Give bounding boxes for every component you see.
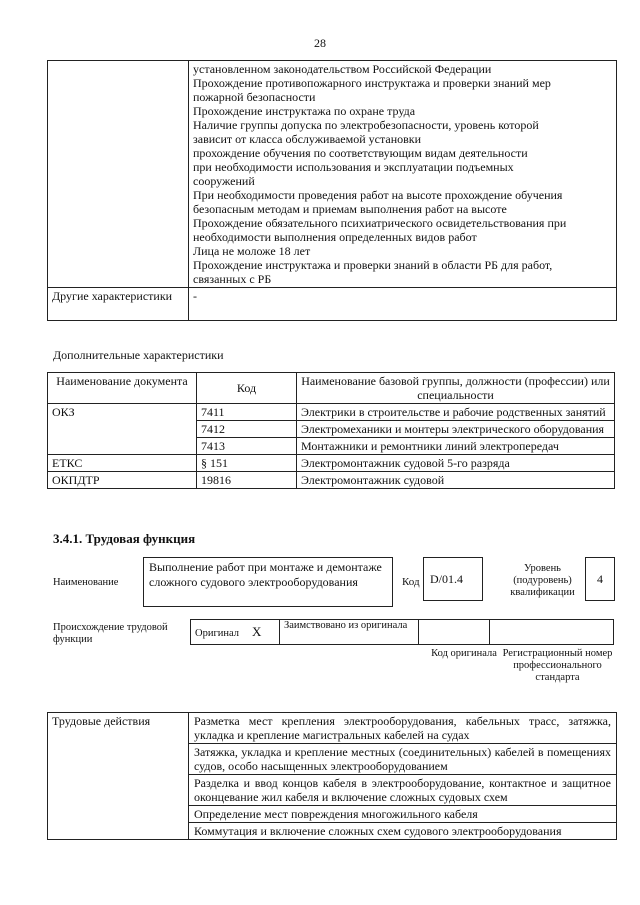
name-label: Наименование	[53, 577, 119, 588]
header-document: Наименование документа	[48, 373, 197, 404]
header-name: Наименование базовой группы, должности (профессии) или специальности	[297, 373, 615, 404]
table-header-row	[48, 373, 615, 404]
origin-label: Происхождение трудовой функции	[53, 622, 168, 645]
requirement-line: Лица не моложе 18 лет	[193, 244, 311, 258]
labor-action-item: Определение мест повреждения многожильного кабеля	[189, 806, 617, 823]
table-row	[48, 472, 615, 489]
requirements-cell	[189, 61, 617, 288]
code-cell: § 151	[197, 455, 297, 472]
code-cell: 7412	[197, 421, 297, 438]
table-row	[191, 620, 614, 645]
requirement-line: прохождение обучения по соответствующим видам деятельности	[193, 146, 528, 160]
requirement-line: Наличие группы допуска по электробезопасности, уровень которой	[193, 118, 539, 132]
doc-cell: ОКПДТР	[48, 472, 197, 489]
labor-action-item: Затяжка, укладка и крепление местных (соединительных) кабелей в помещениях судов, особо насыщенных электрооборудованием	[189, 744, 617, 775]
other-characteristics-label: Другие характеристики	[48, 288, 189, 321]
labor-actions-table	[47, 712, 617, 840]
name-cell: Монтажники и ремонтники линий электропередач	[297, 438, 615, 455]
requirement-line: при необходимости использования и эксплуатации подъемных	[193, 160, 514, 174]
reg-number-label: Регистрационный номер профессионального стандарта	[502, 648, 613, 683]
original-cell	[191, 620, 280, 645]
code-original-cell	[419, 620, 490, 645]
code-cell: 19816	[197, 472, 297, 489]
function-code-box: D/01.4	[423, 557, 483, 601]
table-row	[48, 61, 617, 288]
requirements-table	[47, 60, 617, 321]
doc-cell: ОКЗ	[48, 404, 197, 455]
extra-characteristics-title: Дополнительные характеристики	[53, 348, 224, 362]
requirement-line: При необходимости проведения работ на высоте прохождение обучения	[193, 188, 563, 202]
requirement-line: зависит от класса обслуживаемой установки	[193, 132, 422, 146]
original-mark: X	[252, 623, 262, 639]
requirement-line: Прохождение инструктажа и проверки знаний в области РБ для работ,	[193, 258, 553, 272]
other-characteristics-value: -	[189, 288, 617, 321]
code-label: Код	[402, 576, 420, 588]
level-value-box: 4	[585, 557, 615, 601]
requirement-line: пожарной безопасности	[193, 90, 316, 104]
labor-action-item: Разделка и ввод концов кабеля в электрооборудование, контактное и защитное оконцевание жил кабеля и включение сложных судовых схем	[189, 775, 617, 806]
level-label: Уровень (подуровень) квалификации	[510, 563, 575, 598]
name-cell: Электрики в строительстве и рабочие родственных занятий	[297, 404, 615, 421]
requirement-line: необходимости выполнения определенных видов работ	[193, 230, 477, 244]
requirement-line: Прохождение инструктажа по охране труда	[193, 104, 416, 118]
requirement-line: связанных с РБ	[193, 272, 272, 286]
requirement-line: Прохождение обязательного психиатрического освидетельствования при	[193, 216, 567, 230]
name-cell: Электромонтажник судовой 5-го разряда	[297, 455, 615, 472]
borrowed-cell: Заимствовано из оригинала	[280, 620, 419, 645]
requirement-line: установленном законодательством Российской Федерации	[193, 62, 492, 76]
code-cell: 7413	[197, 438, 297, 455]
labor-action-item: Разметка мест крепления электрооборудования, кабельных трасс, затяжка, укладка и крепление магистральных кабелей на судах	[189, 713, 617, 744]
original-label: Оригинал	[195, 627, 239, 639]
labor-actions-label: Трудовые действия	[48, 713, 189, 840]
doc-cell: ЕТКС	[48, 455, 197, 472]
extra-characteristics-table	[47, 372, 615, 489]
requirement-line: Прохождение противопожарного инструктажа и проверки знаний мер	[193, 76, 551, 90]
function-name-box: Выполнение работ при монтаже и демонтаже сложного судового электрооборудования	[143, 557, 393, 607]
requirement-line: безопасным методам и приемам выполнения работ на высоте	[193, 202, 507, 216]
table-row	[48, 455, 615, 472]
code-original-label: Код оригинала	[431, 648, 497, 659]
requirements-label-cell	[48, 61, 189, 288]
table-row	[48, 288, 617, 321]
table-row	[48, 713, 617, 744]
header-code: Код	[197, 373, 297, 404]
labor-action-item: Коммутация и включение сложных схем судового электрооборудования	[189, 823, 617, 840]
name-cell: Электромонтажник судовой	[297, 472, 615, 489]
table-row	[48, 404, 615, 421]
code-cell: 7411	[197, 404, 297, 421]
section-title: 3.4.1. Трудовая функция	[53, 531, 196, 546]
reg-number-cell	[490, 620, 614, 645]
requirement-line: сооружений	[193, 174, 255, 188]
page-number: 28	[314, 36, 326, 50]
name-cell: Электромеханики и монтеры электрического оборудования	[297, 421, 615, 438]
origin-table	[190, 619, 614, 645]
